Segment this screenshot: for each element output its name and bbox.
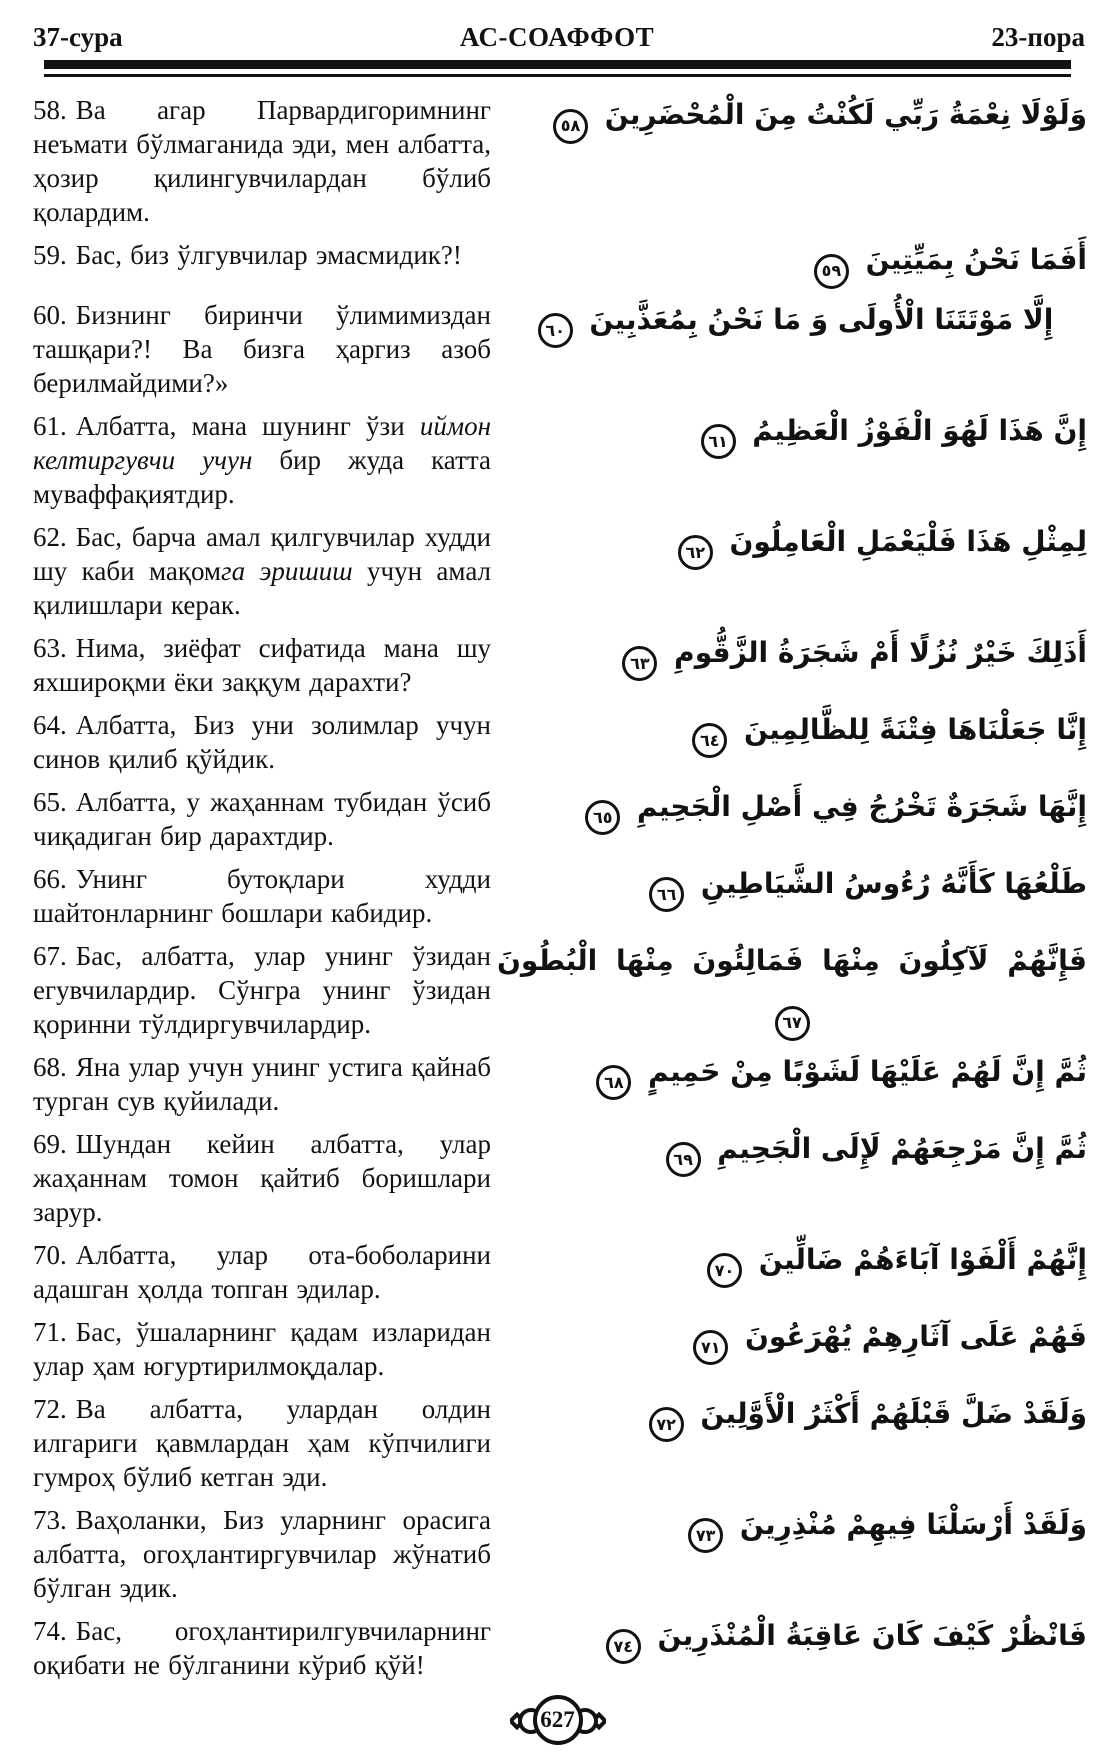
translation-segment: Албатта, у жаҳаннам тубидан ўсиб чиқадиган бир дарахтдир. bbox=[33, 786, 491, 851]
arabic-verse-text: فَانْظُرْ كَيْفَ كَانَ عَاقِبَةُ الْمُنْذَرِينَ bbox=[647, 1618, 1087, 1652]
arabic-verse-text: إِنَّا جَعَلْنَاهَا فِتْنَةً لِلظَّالِمِينَ bbox=[734, 712, 1087, 746]
verse-translation-uz bbox=[33, 520, 491, 622]
ayah-end-marker: ٦٤ bbox=[692, 723, 727, 758]
verse-translation-uz bbox=[33, 1392, 491, 1494]
verse-text-ar bbox=[497, 627, 1087, 682]
verse-row-61 bbox=[33, 409, 1087, 511]
verse-translation-text bbox=[33, 1505, 491, 1603]
ayah-end-marker: ٦٣ bbox=[622, 646, 657, 681]
verse-text-ar bbox=[497, 1311, 1087, 1366]
verse-translation-text bbox=[33, 1129, 491, 1227]
verse-text-ar bbox=[497, 704, 1087, 759]
arabic-verse-text: فَهُمْ عَلَى آثَارِهِمْ يُهْرَعُونَ bbox=[735, 1319, 1087, 1353]
verse-row-69 bbox=[33, 1127, 1087, 1229]
ayah-end-marker: ٥٨ bbox=[553, 109, 588, 144]
ayah-end-marker: ٥٩ bbox=[814, 254, 849, 289]
surah-number: 37-сура bbox=[33, 22, 123, 52]
verse-row-65 bbox=[33, 785, 1087, 853]
verse-text-ar bbox=[497, 234, 1087, 289]
verse-translation-uz bbox=[33, 785, 491, 853]
translation-segment: учун амал қилишлари керак. bbox=[33, 555, 492, 620]
verse-translation-text bbox=[76, 240, 462, 270]
translation-segment-italic: га эришиш bbox=[221, 555, 353, 586]
translation-segment: Яна улар учун унинг устига қайнаб турган сув қуйилади. bbox=[33, 1051, 491, 1116]
header-rule-thick-bar bbox=[44, 60, 1071, 69]
verse-translation-text bbox=[33, 411, 491, 509]
verse-row-73 bbox=[33, 1503, 1087, 1605]
verse-row-60 bbox=[33, 298, 1087, 400]
verse-translation-text bbox=[33, 787, 491, 851]
verse-translation-uz bbox=[33, 1503, 491, 1605]
verse-number: 64. bbox=[33, 709, 67, 740]
verse-row-67 bbox=[33, 939, 1087, 1041]
verses-list bbox=[0, 89, 1115, 1682]
ayah-end-marker: ٧٣ bbox=[688, 1518, 723, 1553]
verse-number: 63. bbox=[33, 632, 67, 663]
verse-text-ar bbox=[497, 89, 1087, 144]
verse-number: 67. bbox=[33, 940, 67, 971]
verse-translation-text bbox=[33, 941, 491, 1039]
verse-number: 58. bbox=[33, 95, 67, 125]
ayah-end-marker: ٧٢ bbox=[649, 1407, 684, 1442]
verse-row-62 bbox=[33, 520, 1087, 622]
translation-segment: Ва албатта, улардан олдин илгариги қавмлардан ҳам кўпчилиги гумроҳ бўлиб кетган эди. bbox=[33, 1393, 491, 1492]
verse-translation-text bbox=[33, 1616, 491, 1680]
translation-segment: Бизнинг биринчи ўлимимиздан ташқари?! Ва бизга ҳаргиз азоб берилмайдими?» bbox=[33, 299, 491, 398]
verse-text-ar bbox=[497, 858, 1087, 913]
verse-number: 62. bbox=[33, 521, 67, 552]
header-rule-thin-bar bbox=[44, 74, 1071, 77]
verse-row-59 bbox=[33, 238, 1087, 289]
translation-segment-italic: иймон келтиргувчи учун bbox=[33, 410, 491, 475]
translation-segment: Ваҳоланки, Биз уларнинг орасига албатта, огоҳлантиргувчилар жўнатиб бўлган эдик. bbox=[33, 1504, 491, 1603]
verse-row-63 bbox=[33, 631, 1087, 699]
verse-translation-text bbox=[33, 1240, 491, 1304]
ayah-end-marker: ٧٠ bbox=[707, 1253, 742, 1288]
translation-segment: Унинг бутоқлари худди шайтонларнинг бошлари кабидир. bbox=[33, 863, 491, 928]
verse-translation-uz bbox=[33, 1127, 491, 1229]
verse-text-ar bbox=[497, 1388, 1087, 1443]
verse-text-ar bbox=[497, 1234, 1087, 1289]
page-header bbox=[0, 0, 1115, 57]
verse-row-58 bbox=[33, 93, 1087, 229]
verse-translation-uz bbox=[33, 1315, 491, 1383]
verse-text-ar bbox=[497, 1499, 1087, 1554]
verse-number: 69. bbox=[33, 1128, 67, 1159]
ayah-end-marker: ٦٦ bbox=[649, 877, 684, 912]
arabic-verse-text: وَلَقَدْ أَرْسَلْنَا فِيهِمْ مُنْذِرِينَ bbox=[730, 1507, 1087, 1541]
verse-text-ar bbox=[497, 294, 1087, 349]
verse-translation-uz bbox=[33, 409, 491, 511]
translation-segment: Бас, ўшаларнинг қадам изларидан улар ҳам югуртирилмоқдалар. bbox=[33, 1316, 491, 1381]
verse-row-74 bbox=[33, 1614, 1087, 1682]
verse-text-ar bbox=[497, 935, 1087, 1041]
verse-row-66 bbox=[33, 862, 1087, 930]
verse-number: 70. bbox=[33, 1239, 67, 1270]
translation-segment: Бас, албатта, улар унинг ўзидан егувчилардир. Сўнгра унинг ўзидан қоринни тўлдиргувчилардир. bbox=[33, 940, 491, 1039]
translation-segment: Бас, огоҳлантирилгувчиларнинг оқибати не бўлганини кўриб қўй! bbox=[33, 1615, 491, 1680]
verse-text-ar bbox=[497, 781, 1087, 836]
arabic-verse-text: إِنَّ هَذَا لَهُوَ الْفَوْزُ الْعَظِيمُ bbox=[742, 413, 1087, 447]
arabic-verse-text: إِنَّهُمْ أَلْفَوْا آبَاءَهُمْ ضَالِّينَ bbox=[749, 1242, 1087, 1276]
verse-translation-text bbox=[33, 300, 491, 398]
ayah-end-marker: ٦٠ bbox=[538, 313, 573, 348]
verse-number: 59. bbox=[33, 240, 67, 270]
translation-segment: Албатта, улар ота-боболарини адашган ҳолда топган эдилар. bbox=[33, 1239, 491, 1304]
verse-translation-uz bbox=[33, 298, 491, 400]
verse-translation-text bbox=[33, 864, 491, 928]
arabic-verse-text: ثُمَّ إِنَّ مَرْجِعَهُمْ لَإِلَى الْجَحِيمِ bbox=[707, 1131, 1087, 1165]
translation-segment: Албатта, Биз уни золимлар учун синов қилиб қўйдик. bbox=[33, 709, 491, 774]
verse-text-ar bbox=[497, 1610, 1087, 1665]
arabic-verse-text: وَلَوْلَا نِعْمَةُ رَبِّي لَكُنْتُ مِنَ الْمُحْضَرِينَ bbox=[594, 98, 1087, 131]
verse-translation-uz bbox=[33, 862, 491, 930]
verse-translation-text bbox=[33, 633, 491, 697]
translation-segment: Шундан кейин албатта, улар жаҳаннам томон қайтиб боришлари зарур. bbox=[33, 1128, 491, 1227]
ayah-end-marker: ٦٩ bbox=[666, 1142, 701, 1177]
translation-segment: Нима, зиёфат сифатида мана шу яхшироқми ёки заққум дарахти? bbox=[33, 632, 491, 697]
verse-number: 61. bbox=[33, 410, 67, 441]
verse-translation-uz bbox=[33, 93, 491, 229]
ayah-end-marker: ٦٧ bbox=[775, 1006, 810, 1041]
verse-text-ar bbox=[497, 516, 1087, 571]
arabic-verse-text: أَفَمَا نَحْنُ بِمَيِّتِينَ bbox=[855, 243, 1087, 276]
arabic-verse-text: أَذَلِكَ خَيْرٌ نُزُلًا أَمْ شَجَرَةُ الزَّقُّومِ bbox=[664, 635, 1087, 669]
verse-translation-uz bbox=[33, 708, 491, 776]
translation-segment: Ва агар Парвардигоримнинг неъмати бўлмаганида эди, мен албатта, ҳозир қилингувчилардан бўлиб қолардим. bbox=[33, 95, 491, 227]
verse-row-72 bbox=[33, 1392, 1087, 1494]
juz-number: 23-пора bbox=[991, 22, 1085, 52]
ayah-end-marker: ٦٢ bbox=[678, 535, 713, 570]
verse-translation-uz bbox=[33, 631, 491, 699]
verse-number: 66. bbox=[33, 863, 67, 894]
ayah-end-marker: ٧١ bbox=[693, 1330, 728, 1365]
verse-translation-text bbox=[33, 522, 491, 620]
verse-translation-uz bbox=[33, 238, 491, 272]
ayah-end-marker: ٦١ bbox=[701, 424, 736, 459]
verse-translation-text bbox=[33, 1052, 491, 1116]
verse-number: 60. bbox=[33, 299, 67, 330]
verse-row-68 bbox=[33, 1050, 1087, 1118]
verse-translation-uz bbox=[33, 1238, 491, 1306]
verse-translation-uz bbox=[33, 939, 491, 1041]
page-number: 627 bbox=[540, 1706, 575, 1732]
arabic-verse-text: إِلَّا مَوْتَتَنَا الْأُولَى وَ مَا نَحْنُ بِمُعَذَّبِينَ bbox=[579, 302, 1054, 336]
verse-translation-text bbox=[33, 1394, 491, 1492]
verse-text-ar bbox=[497, 405, 1087, 460]
verse-row-70 bbox=[33, 1238, 1087, 1306]
verse-number: 72. bbox=[33, 1393, 67, 1424]
arabic-verse-text: فَإِنَّهُمْ لَآكِلُونَ مِنْهَا فَمَالِئُونَ مِنْهَا الْبُطُونَ bbox=[497, 943, 1087, 977]
ayah-end-marker: ٦٨ bbox=[596, 1065, 631, 1100]
verse-number: 74. bbox=[33, 1615, 67, 1646]
verse-row-71 bbox=[33, 1315, 1087, 1383]
verse-translation-text bbox=[33, 1317, 491, 1381]
arabic-verse-text: لِمِثْلِ هَذَا فَلْيَعْمَلِ الْعَامِلُونَ bbox=[719, 524, 1087, 558]
page-number-cartouche bbox=[510, 1692, 606, 1748]
ayah-end-marker: ٦٥ bbox=[585, 800, 620, 835]
verse-text-ar bbox=[497, 1046, 1087, 1101]
arabic-verse-text: إِنَّهَا شَجَرَةٌ تَخْرُجُ فِي أَصْلِ الْجَحِيمِ bbox=[627, 789, 1087, 823]
translation-segment: Бас, барча амал қилгувчилар худди шу каби мақом bbox=[33, 521, 491, 586]
arabic-verse-text: ثُمَّ إِنَّ لَهُمْ عَلَيْهَا لَشَوْبًا مِنْ حَمِيمٍ bbox=[638, 1054, 1087, 1088]
verse-number: 71. bbox=[33, 1316, 67, 1347]
verse-text-ar bbox=[497, 1123, 1087, 1178]
header-rule bbox=[44, 60, 1071, 77]
surah-title: АС-СОАФФОТ bbox=[459, 22, 655, 52]
arabic-verse-text: طَلْعُهَا كَأَنَّهُ رُءُوسُ الشَّيَاطِينِ bbox=[691, 866, 1087, 900]
verse-translation-uz bbox=[33, 1614, 491, 1682]
verse-number: 68. bbox=[33, 1051, 67, 1082]
verse-row-64 bbox=[33, 708, 1087, 776]
ayah-end-marker: ٧٤ bbox=[606, 1629, 641, 1664]
translation-segment: бир жуда катта муваффақиятдир. bbox=[33, 444, 491, 509]
translation-segment: Бас, биз ўлгувчилар эмасмидик?! bbox=[75, 240, 462, 270]
page-footer bbox=[0, 1692, 1115, 1748]
translation-segment: Албатта, мана шунинг ўзи bbox=[75, 410, 420, 441]
verse-translation-text bbox=[33, 710, 491, 774]
verse-number: 65. bbox=[33, 786, 67, 817]
verse-translation-text bbox=[33, 95, 491, 227]
verse-translation-uz bbox=[33, 1050, 491, 1118]
arabic-verse-text: وَلَقَدْ ضَلَّ قَبْلَهُمْ أَكْثَرُ الْأَوَّلِينَ bbox=[690, 1396, 1087, 1430]
verse-number: 73. bbox=[33, 1504, 67, 1535]
